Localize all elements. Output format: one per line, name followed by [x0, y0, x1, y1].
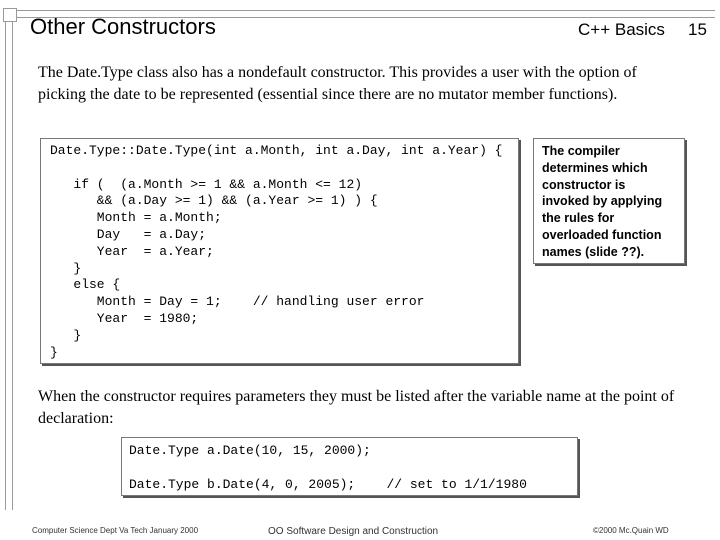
- slide-title: Other Constructors: [30, 14, 216, 39]
- intro-paragraph: The Date.Type class also has a nondefault constructor. This provides a user with the option of picking the date to be represented (essential since there are no mutator member functions).: [38, 64, 637, 103]
- course-name: C++ Basics: [578, 20, 665, 39]
- constructor-code: Date.Type::Date.Type(int a.Month, int a.Day, int a.Year) { if ( (a.Month >= 1 && a.Month <= 12) && (a.Day >= 1) && (a.Year >= 1) ) { Month = a.Month; Day = a.Day; Year = a.Year; } else { Month = Day = 1; // handling user error Year = 1980; } }: [50, 143, 503, 360]
- footer-right: ©2000 Mc.Quain WD: [593, 526, 669, 535]
- slide-frame-corner: [3, 8, 17, 22]
- slide-frame-vertical-bar: [5, 15, 13, 510]
- declaration-code-box: [121, 437, 578, 496]
- slide-number: 15: [688, 20, 707, 39]
- footer-center: OO Software Design and Construction: [268, 526, 439, 537]
- compiler-note-box: [533, 138, 685, 264]
- footer-left: Computer Science Dept Va Tech January 2000: [32, 526, 199, 535]
- compiler-note-text: The compiler determines which constructor is invoked by applying the rules for overloaded function names (slide ??).: [542, 144, 663, 259]
- constructor-code-box: [40, 138, 519, 364]
- declaration-code: Date.Type a.Date(10, 15, 2000); Date.Type b.Date(4, 0, 2005); // set to 1/1/1980: [129, 443, 527, 492]
- second-paragraph: When the constructor requires parameters they must be listed after the variable name at the point of declaration:: [38, 388, 675, 427]
